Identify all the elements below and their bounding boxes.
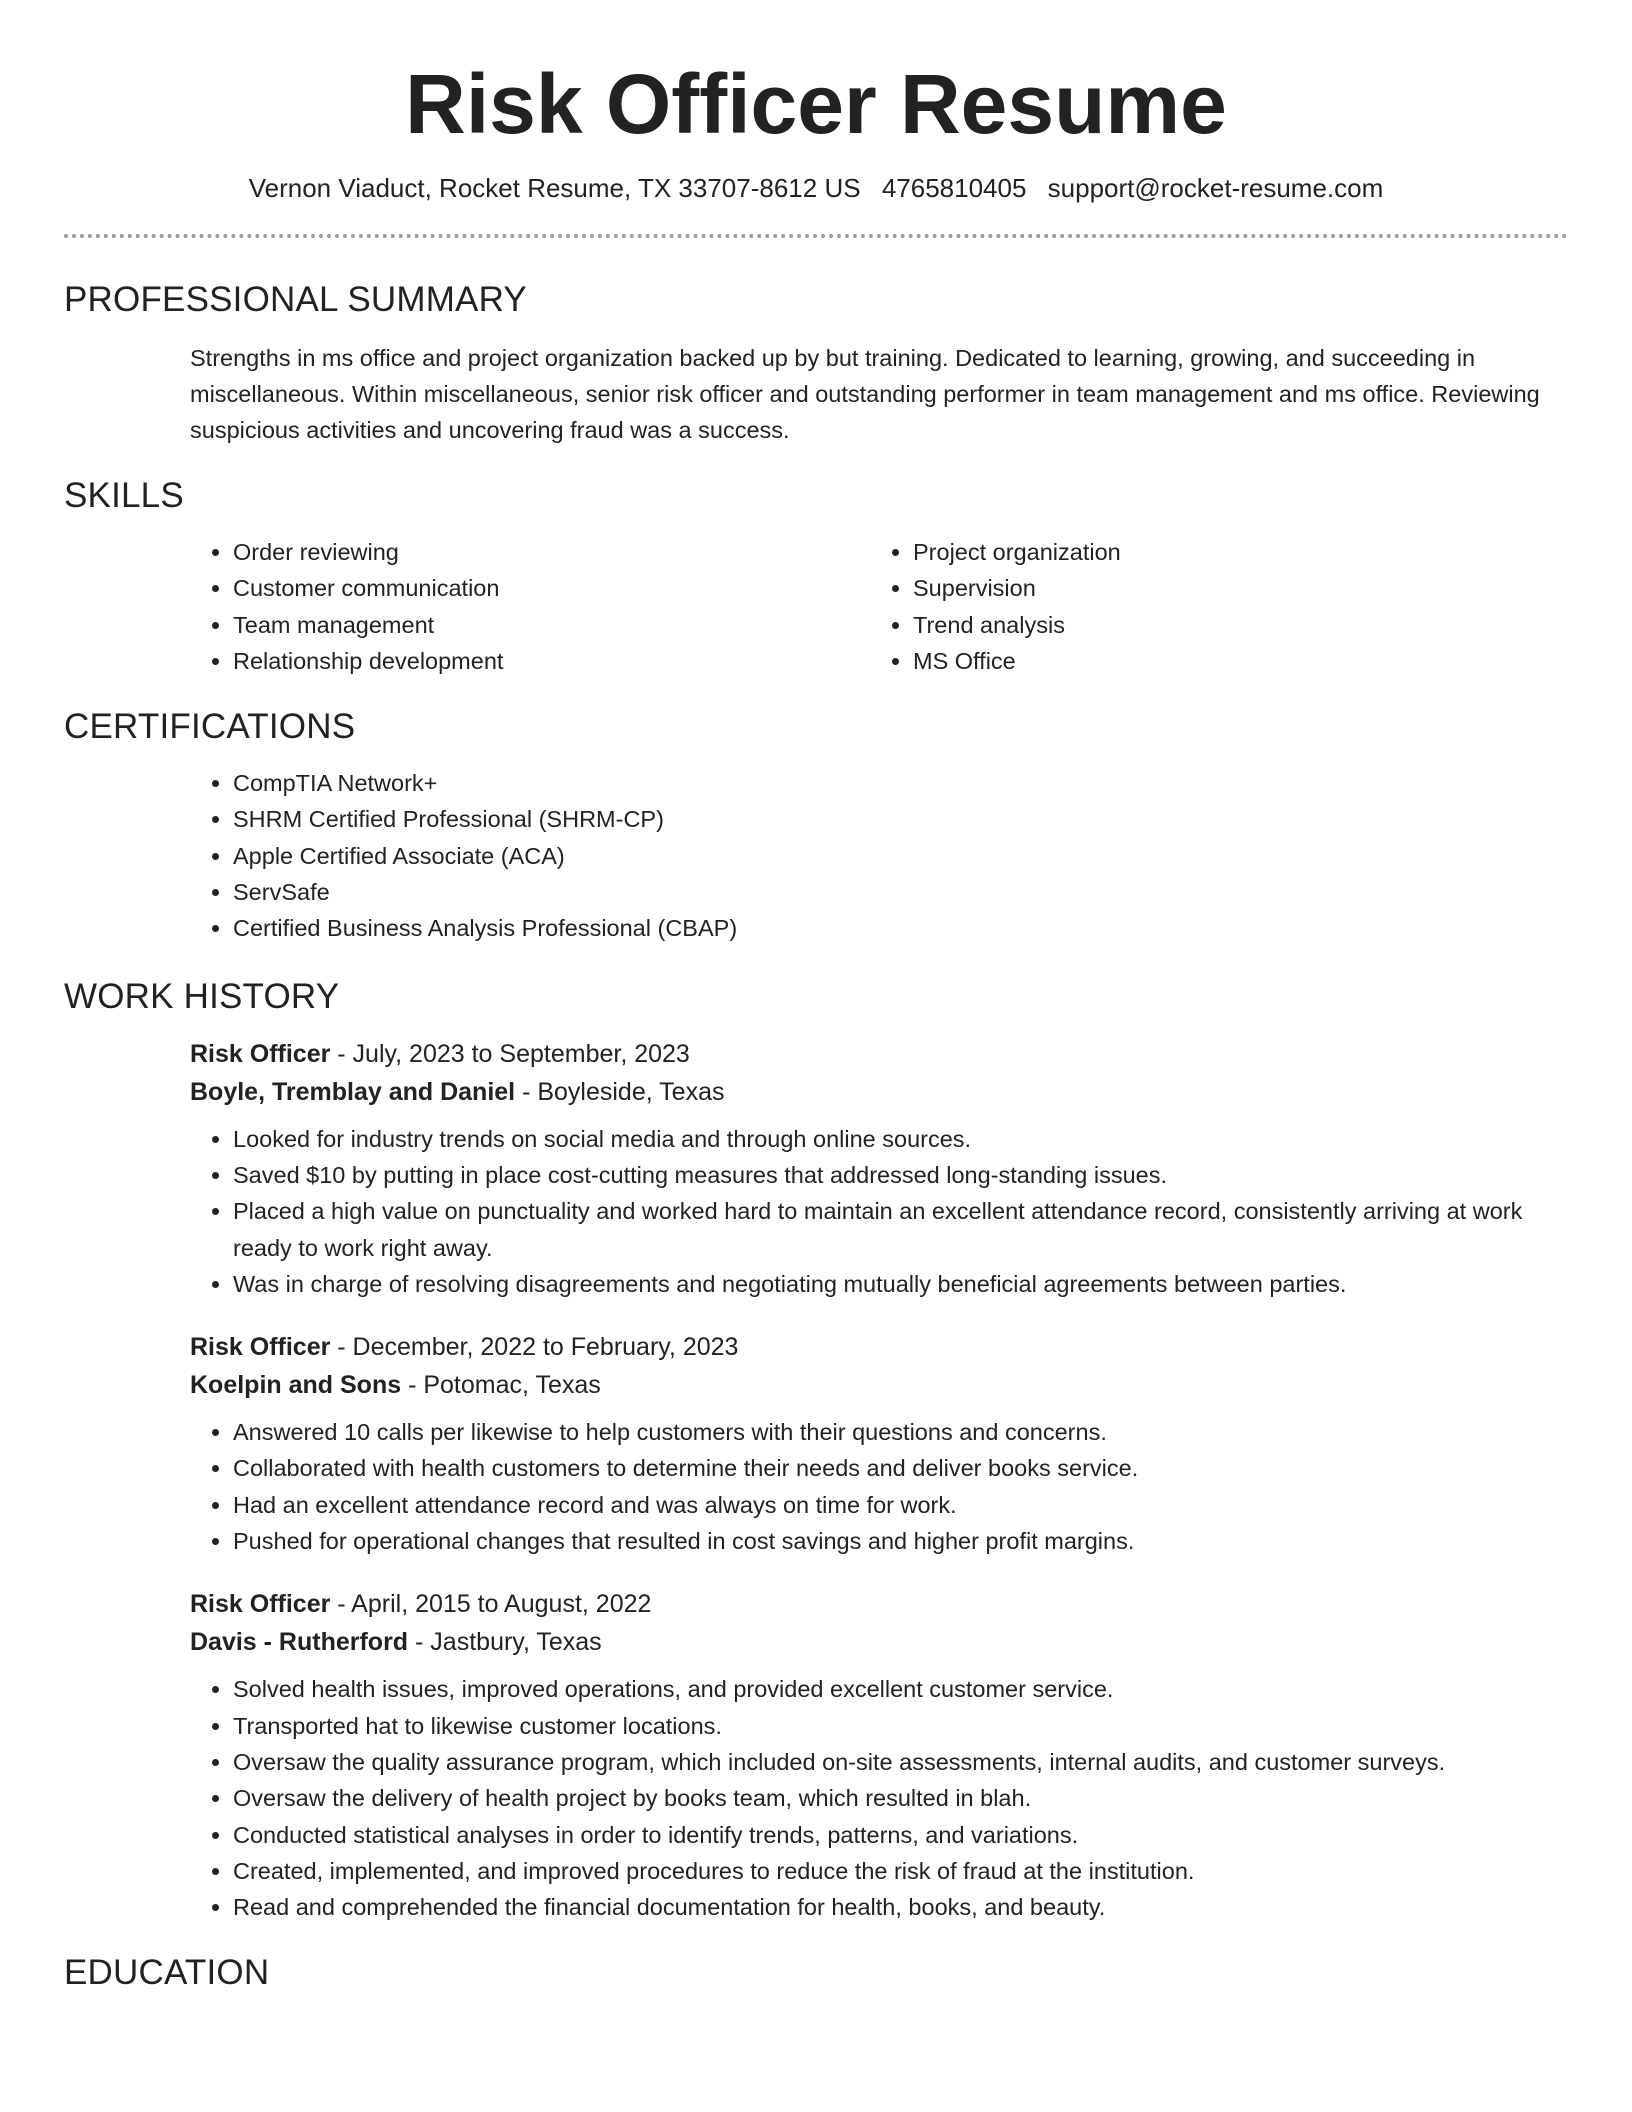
job-company: Boyle, Tremblay and Daniel: [190, 1077, 516, 1106]
skills-grid: [190, 534, 1568, 679]
job-company-line: [190, 1073, 1568, 1111]
job-company: Davis - Rutherford: [190, 1628, 409, 1657]
job-title-line: [190, 1585, 1568, 1623]
skills-list-right: [870, 534, 1550, 679]
contact-address: Vernon Viaduct, Rocket Resume, TX 33707-8612 US: [248, 173, 861, 203]
contact-email: support@rocket-resume.com: [1047, 173, 1384, 203]
skills-column-right: [870, 534, 1550, 679]
summary-block: [190, 340, 1568, 448]
skills-heading: SKILLS: [64, 476, 184, 515]
job-entry: [190, 1585, 1568, 1925]
skill-item: • Trend analysis: [913, 607, 1550, 643]
skill-item: • Supervision: [913, 570, 1550, 606]
job-bullet: • Answered 10 calls per likewise to help customers with their questions and concerns.: [233, 1414, 1568, 1450]
skills-list-left: [190, 534, 870, 679]
job-bullets: [190, 1671, 1568, 1925]
job-title: Risk Officer: [190, 1039, 331, 1068]
job-dates: - April, 2015 to August, 2022: [330, 1590, 652, 1619]
certification-item: • Certified Business Analysis Professional (CBAP): [233, 910, 1568, 946]
certification-item: • CompTIA Network+: [233, 765, 1568, 801]
job-dates: - December, 2022 to February, 2023: [330, 1333, 739, 1362]
job-bullet: • Oversaw the quality assurance program, which included on-site assessments, internal audits, and customer surveys.: [233, 1744, 1568, 1780]
skills-column-left: [190, 534, 870, 679]
resume-title: Risk Officer Resume: [405, 57, 1227, 151]
work-history-heading: WORK HISTORY: [64, 976, 340, 1016]
skill-item: • Customer communication: [233, 570, 870, 606]
certification-item: • SHRM Certified Professional (SHRM-CP): [233, 801, 1568, 837]
contact-line: [64, 172, 1568, 204]
job-entry: [190, 1035, 1568, 1302]
certifications-list: [190, 765, 1568, 946]
job-title-line: [190, 1035, 1568, 1073]
job-bullet: • Created, implemented, and improved procedures to reduce the risk of fraud at the institution.: [233, 1853, 1568, 1889]
job-company-line: [190, 1623, 1568, 1661]
job-dates: - July, 2023 to September, 2023: [330, 1039, 690, 1068]
job-bullets: [190, 1121, 1568, 1302]
job-bullet: • Looked for industry trends on social media and through online sources.: [233, 1121, 1568, 1157]
job-location: - Jastbury, Texas: [408, 1628, 602, 1657]
work-history-block: [190, 1035, 1568, 1926]
job-bullet: • Placed a high value on punctuality and worked hard to maintain an excellent attendance record, consistently arriving at work ready to work right away.: [233, 1193, 1568, 1266]
job-bullet: • Oversaw the delivery of health project by books team, which resulted in blah.: [233, 1780, 1568, 1816]
job-bullet: • Solved health issues, improved operations, and provided excellent customer service.: [233, 1671, 1568, 1707]
job-bullets: [190, 1414, 1568, 1559]
job-title: Risk Officer: [190, 1333, 331, 1362]
job-entry: [190, 1328, 1568, 1559]
certifications-block: [190, 765, 1568, 946]
skill-item: • MS Office: [913, 643, 1550, 679]
job-title: Risk Officer: [190, 1590, 331, 1619]
skill-item: • Order reviewing: [233, 534, 870, 570]
certifications-heading: CERTIFICATIONS: [64, 707, 356, 747]
job-bullet: • Saved $10 by putting in place cost-cutting measures that addressed long-standing issues.: [233, 1157, 1568, 1193]
summary-text: Strengths in ms office and project organization backed up by but training. Dedicated to learning, growing, and succeeding in miscellaneous. Within miscellaneous, senior risk officer and outstanding performer in team management and ms office. Reviewing suspicious activities and uncovering fraud was a success.: [190, 345, 1540, 443]
skill-item: • Team management: [233, 607, 870, 643]
skill-item: • Relationship development: [233, 643, 870, 679]
job-bullet: • Pushed for operational changes that resulted in cost savings and higher profit margins.: [233, 1523, 1568, 1559]
summary-heading: PROFESSIONAL SUMMARY: [64, 280, 527, 319]
job-bullet: • Had an excellent attendance record and was always on time for work.: [233, 1487, 1568, 1523]
education-heading: EDUCATION: [64, 1953, 270, 1993]
job-bullet: • Collaborated with health customers to determine their needs and deliver books service.: [233, 1450, 1568, 1486]
contact-phone: 4765810405: [881, 173, 1027, 203]
job-location: - Potomac, Texas: [401, 1371, 601, 1400]
job-location: - Boyleside, Texas: [515, 1077, 725, 1106]
job-company: Koelpin and Sons: [190, 1371, 402, 1400]
certification-item: • Apple Certified Associate (ACA): [233, 838, 1568, 874]
job-bullet: • Was in charge of resolving disagreements and negotiating mutually beneficial agreements between parties.: [233, 1266, 1568, 1302]
job-bullet: • Transported hat to likewise customer locations.: [233, 1708, 1568, 1744]
skill-item: • Project organization: [913, 534, 1550, 570]
job-bullet: • Read and comprehended the financial documentation for health, books, and beauty.: [233, 1889, 1568, 1925]
job-bullet: • Conducted statistical analyses in order to identify trends, patterns, and variations.: [233, 1817, 1568, 1853]
header-divider: [64, 234, 1568, 238]
resume-page: [64, 0, 1568, 1995]
certification-item: • ServSafe: [233, 874, 1568, 910]
job-title-line: [190, 1328, 1568, 1366]
job-company-line: [190, 1366, 1568, 1404]
